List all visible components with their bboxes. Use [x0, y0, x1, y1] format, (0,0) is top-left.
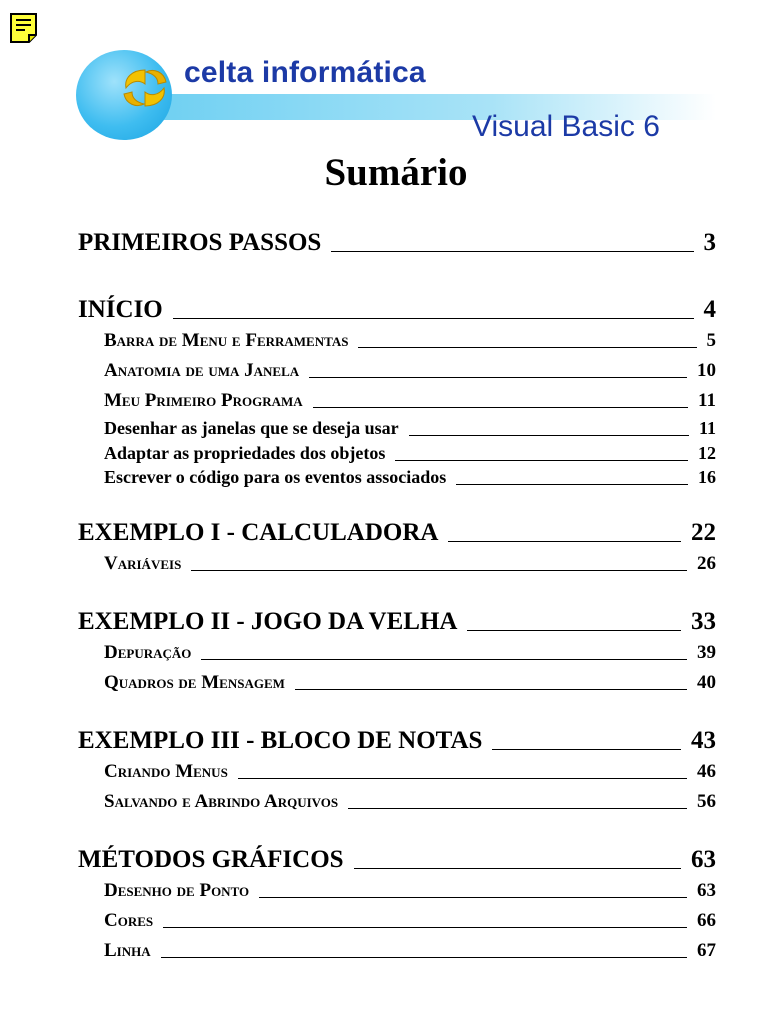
toc-page-number: 67	[697, 939, 716, 961]
toc-label: Criando Menus	[104, 760, 228, 782]
toc-page-number: 40	[697, 671, 716, 693]
toc-page-number: 33	[691, 607, 716, 635]
toc-leader-line	[201, 659, 687, 660]
toc-page-number: 12	[698, 442, 716, 463]
header-banner	[76, 48, 716, 148]
toc-chapter-exemplo-3[interactable]	[78, 724, 716, 757]
toc-leader-line	[163, 927, 687, 928]
product-name: Visual Basic 6	[472, 110, 660, 143]
toc-leader-line	[173, 318, 694, 319]
toc-leader-line	[448, 541, 681, 542]
toc-chapter-inicio[interactable]	[78, 293, 716, 326]
toc-page-number: 4	[703, 296, 716, 323]
toc-chapter-primeiros-passos[interactable]	[78, 226, 716, 259]
toc-label: Variáveis	[104, 552, 182, 574]
sticky-note-icon[interactable]	[9, 12, 38, 44]
toc-section-primeiro-programa[interactable]	[78, 386, 716, 416]
toc-leader-line	[409, 435, 689, 436]
toc-leader-line	[295, 689, 687, 690]
toc-page-number: 11	[698, 390, 716, 411]
toc-section-depuracao[interactable]	[78, 638, 716, 668]
toc-label: PRIMEIROS PASSOS	[78, 229, 322, 256]
table-of-contents	[78, 226, 716, 966]
toc-label: Desenhar as janelas que se deseja usar	[104, 418, 399, 438]
toc-label: EXEMPLO II - JOGO DA VELHA	[78, 607, 458, 635]
toc-page-number: 39	[697, 641, 716, 663]
toc-label: Linha	[104, 939, 151, 961]
brand-name: celta informática	[184, 56, 426, 89]
toc-leader-line	[259, 897, 687, 898]
toc-leader-line	[238, 778, 687, 779]
toc-label: EXEMPLO I - CALCULADORA	[78, 518, 439, 546]
toc-label: Depuração	[104, 641, 192, 663]
toc-topic-desenhar-janelas[interactable]	[78, 416, 716, 441]
toc-leader-line	[313, 407, 688, 408]
toc-section-quadros-mensagem[interactable]	[78, 668, 716, 698]
toc-page-number: 56	[697, 790, 716, 812]
toc-page-number: 22	[691, 518, 716, 546]
toc-leader-line	[191, 570, 687, 571]
toc-label: INÍCIO	[78, 296, 163, 323]
toc-label: Cores	[104, 909, 154, 931]
toc-leader-line	[309, 377, 687, 378]
toc-leader-line	[492, 749, 681, 750]
toc-label: Adaptar as propriedades dos objetos	[104, 442, 386, 463]
toc-label: Desenho de Ponto	[104, 879, 250, 901]
toc-page-number: 66	[697, 909, 716, 931]
toc-page-number: 63	[697, 879, 716, 901]
toc-chapter-metodos-graficos[interactable]	[78, 843, 716, 876]
toc-leader-line	[456, 484, 688, 485]
toc-leader-line	[354, 868, 681, 869]
toc-label: Escrever o código para os eventos associados	[104, 467, 447, 487]
toc-section-variaveis[interactable]	[78, 549, 716, 579]
toc-page-number: 26	[697, 552, 716, 574]
toc-label: Salvando e Abrindo Arquivos	[104, 790, 339, 812]
toc-page-number: 5	[706, 330, 716, 351]
toc-leader-line	[348, 808, 687, 809]
toc-topic-adaptar-propriedades[interactable]	[78, 441, 716, 466]
toc-label: Meu Primeiro Programa	[104, 390, 303, 411]
toc-page-number: 63	[691, 845, 716, 873]
toc-section-criando-menus[interactable]	[78, 757, 716, 787]
toc-page-number: 46	[697, 760, 716, 782]
toc-label: Barra de Menu e Ferramentas	[104, 330, 349, 351]
toc-section-linha[interactable]	[78, 936, 716, 966]
toc-label: MÉTODOS GRÁFICOS	[78, 845, 344, 873]
toc-section-cores[interactable]	[78, 906, 716, 936]
toc-section-salvando-arquivos[interactable]	[78, 787, 716, 817]
page-title: Sumário	[324, 151, 468, 194]
toc-page-number: 10	[697, 360, 716, 381]
toc-label: Quadros de Mensagem	[104, 671, 285, 693]
toc-topic-escrever-codigo[interactable]	[78, 465, 716, 490]
toc-label: EXEMPLO III - BLOCO DE NOTAS	[78, 726, 483, 754]
toc-chapter-exemplo-2[interactable]	[78, 605, 716, 638]
toc-leader-line	[331, 251, 693, 252]
toc-leader-line	[161, 957, 687, 958]
toc-section-barra-de-menu[interactable]	[78, 326, 716, 356]
toc-page-number: 43	[691, 726, 716, 754]
toc-leader-line	[395, 460, 688, 461]
celta-logo-icon	[118, 66, 172, 110]
toc-leader-line	[467, 630, 681, 631]
toc-section-anatomia-janela[interactable]	[78, 356, 716, 386]
toc-page-number: 3	[703, 229, 716, 256]
toc-leader-line	[358, 347, 696, 348]
toc-page-number: 16	[698, 467, 716, 487]
toc-label: Anatomia de uma Janela	[104, 360, 300, 381]
toc-chapter-exemplo-1[interactable]	[78, 516, 716, 549]
toc-page-number: 11	[698, 418, 716, 438]
toc-section-desenho-ponto[interactable]	[78, 876, 716, 906]
